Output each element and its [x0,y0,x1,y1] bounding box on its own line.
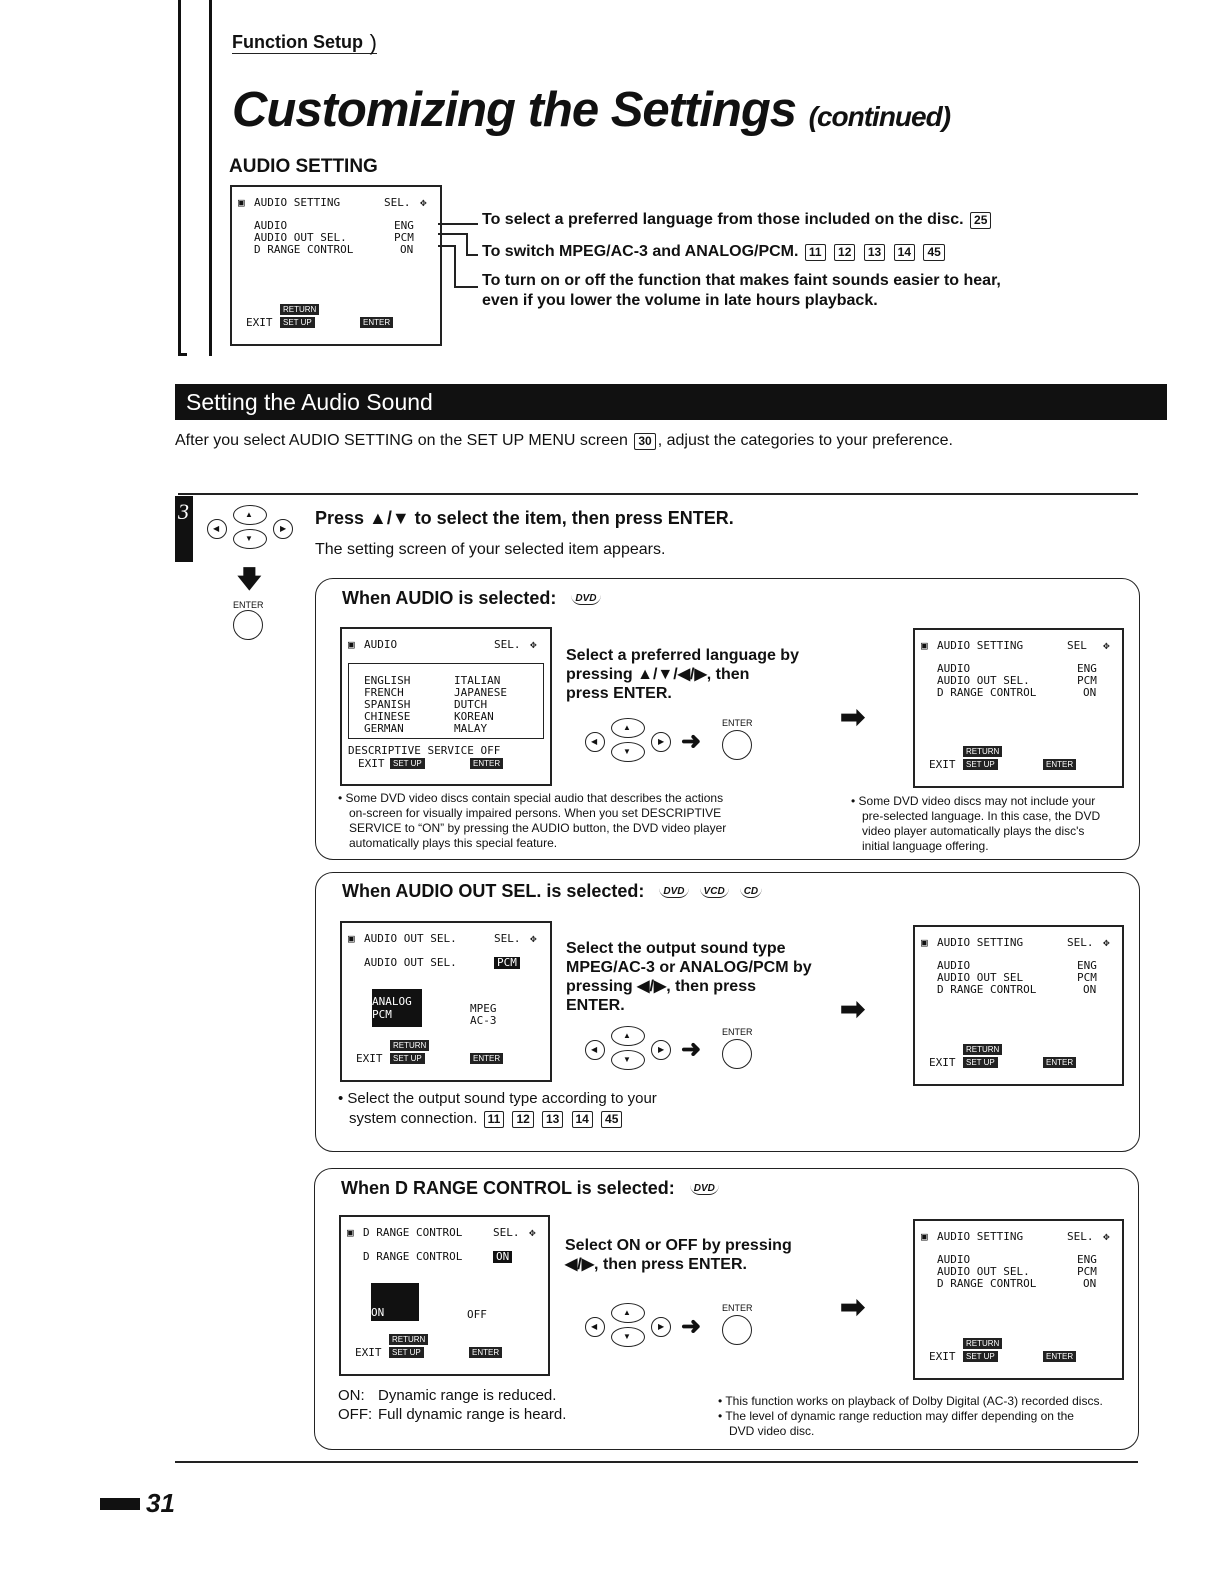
page-ref: 13 [542,1111,563,1128]
instruction-line: pressing ▲/▼/◀/▶, then [566,666,750,683]
enter-button-icon [722,1039,752,1069]
osd-exit: EXIT [929,1350,956,1363]
page-ref: 11 [484,1111,505,1128]
return-key: RETURN [280,304,319,315]
language-option: SPANISH [364,698,411,711]
callout-line-1 [438,223,478,225]
enter-key: ENTER [470,1053,503,1064]
panel-audio-title [342,588,601,609]
language-option: ITALIAN [454,674,501,687]
note-line: SERVICE to “ON” by pressing the AUDIO button, the DVD video player [349,821,727,835]
osd-sel-icon: ✥ [1103,936,1110,949]
osd-row-value: PCM [1077,971,1097,984]
result-arrow-icon: ➡ [840,993,866,1026]
legend-text: Full dynamic range is heard. [378,1406,567,1423]
page-ref: 13 [864,244,885,261]
enter-key: ENTER [470,758,503,769]
osd-row-value: PCM [1077,1265,1097,1278]
instruction-line: pressing ◀/▶, then press [566,978,756,995]
return-key: RETURN [963,1044,1002,1055]
osd-exit: EXIT [929,758,956,771]
legend-key: OFF: [338,1406,373,1423]
return-key: RETURN [963,746,1002,757]
osd-sel: SEL. [1067,936,1094,949]
instruction-line: Select ON or OFF by pressing [565,1237,792,1254]
osd-row-value: ON [400,243,414,256]
audio-out-instruction [566,939,812,1015]
drange-legend [338,1386,566,1424]
note-line: system connection. [349,1110,478,1127]
page-ref: 11 [805,244,826,261]
note-line: DVD video disc. [729,1424,815,1438]
osd-icon: ▣ [348,932,355,945]
instruction-line: MPEG/AC-3 or ANALOG/PCM by [566,959,812,976]
drange-result-osd [913,1219,1124,1380]
osd-row-label: AUDIO [937,959,971,972]
audio-result-osd [913,628,1124,788]
drange-note [718,1394,1103,1439]
section-tab: Function Setup ) [232,30,377,55]
note-line: initial language offering. [862,839,989,853]
callout-audio [482,211,993,229]
osd-row-label: AUDIO [937,662,971,675]
note-line: automatically plays this special feature. [349,836,558,850]
vcd-disc-icon: VCD [700,886,729,898]
page-ref: 30 [634,433,655,450]
panel-title-text: When D RANGE CONTROL is selected: [341,1178,675,1198]
off-option: OFF [467,1308,487,1321]
step-subtext: The setting screen of your selected item appears. [315,541,666,558]
osd-row-value: PCM [1077,674,1097,687]
enter-label: ENTER [722,1027,753,1037]
note-line: pre-selected language. In this case, the DVD [862,809,1101,823]
osd-row-label: D RANGE CONTROL [937,686,1037,699]
language-option: ENGLISH [364,674,411,687]
margin-bar-right [209,0,212,356]
page-number-bar [100,1498,140,1510]
top-osd-screen [230,185,442,346]
osd-exit: EXIT [929,1056,956,1069]
page-ref: 45 [923,244,944,261]
osd-sel: SEL. [494,638,521,651]
footer-rule [175,1461,1138,1463]
osd-sel-icon: ✥ [1103,639,1110,652]
osd-row-value: ON [1083,686,1097,699]
cd-disc-icon: CD [740,886,762,898]
page-ref: 12 [834,244,855,261]
osd-row-value: ENG [394,219,414,232]
right-arrow-icon: ➜ [681,728,702,755]
result-arrow-icon: ➡ [840,701,866,734]
callout-text: To turn on or off the function that makes faint sounds easier to hear, [482,272,1001,289]
callout-text: even if you lower the volume in late hours playback. [482,292,878,309]
note-line: • Some DVD video discs contain special audio that describes the actions [338,791,724,805]
step-rule [178,493,1138,495]
audio-out-arrow-pad-icon: ▲ ▼ ◀ ▶ [583,1026,673,1078]
audio-note-left [338,791,726,851]
enter-key: ENTER [360,317,393,328]
page-title-main: Customizing the Settings [232,83,796,137]
audio-out-note [338,1089,657,1129]
osd-icon: ▣ [921,936,928,949]
osd-sel: SEL. [1067,1230,1094,1243]
option-line: ON [371,1306,385,1319]
osd-row-value: ON [1083,1277,1097,1290]
legend-key: ON: [338,1387,365,1404]
return-key: RETURN [963,1338,1002,1349]
setup-key: SET UP [963,759,998,770]
osd-row-label: AUDIO [937,1253,971,1266]
page-ref: 12 [512,1111,533,1128]
panel-drange-title [341,1178,719,1199]
audio-osd-screen [340,627,552,786]
subheading: AUDIO SETTING [229,156,378,177]
page-title [232,82,950,138]
osd-row-label: D RANGE CONTROL [254,243,354,256]
osd-icon: ▣ [238,196,245,209]
enter-key: ENTER [1043,1351,1076,1362]
page-ref: 25 [970,212,991,229]
setup-key: SET UP [963,1351,998,1362]
osd-row-value: ENG [1077,662,1097,675]
callout-text: To switch MPEG/AC-3 and ANALOG/PCM. [482,243,799,260]
osd-sel: SEL. [384,196,411,209]
page-number: 31 [146,1488,175,1518]
section-heading [175,384,1167,420]
setup-key: SET UP [390,758,425,769]
osd-row-value: ENG [1077,959,1097,972]
step-number [175,496,193,562]
osd-title: D RANGE CONTROL [363,1226,463,1239]
panel-title-text: When AUDIO OUT SEL. is selected: [342,881,645,901]
audio-note-right [851,794,1100,854]
callout-line-3 [438,245,454,247]
callout-line-2 [438,233,466,235]
osd-icon: ▣ [921,639,928,652]
callout-drange [482,271,1001,311]
enter-label: ENTER [722,1303,753,1313]
setup-key: SET UP [389,1347,424,1358]
osd-current-label: AUDIO OUT SEL. [364,956,457,969]
right-arrow-icon: ➜ [681,1036,702,1063]
osd-title: AUDIO SETTING [937,936,1024,949]
note-line: video player automatically plays the disc's [862,824,1085,838]
osd-current-value: PCM [494,957,520,969]
osd-sel: SEL. [494,932,521,945]
instruction-line: ENTER. [566,997,625,1014]
osd-title: AUDIO SETTING [937,1230,1024,1243]
osd-sel-icon: ✥ [530,932,537,945]
option-line: PCM [372,1008,392,1021]
language-option: MALAY [454,722,488,735]
enter-key: ENTER [469,1347,502,1358]
drange-arrow-pad-icon: ▲ ▼ ◀ ▶ [583,1303,673,1355]
drange-osd-screen [339,1215,550,1376]
osd-row-label: D RANGE CONTROL [937,1277,1037,1290]
right-arrow-icon: ➜ [681,1313,702,1340]
panel-audio-out-title [342,881,762,902]
page-title-suffix: (continued) [808,101,951,132]
osd-sel-icon: ✥ [529,1226,536,1239]
enter-key: ENTER [1043,1057,1076,1068]
language-option: GERMAN [364,722,404,735]
note-line: • This function works on playback of Dolby Digital (AC-3) recorded discs. [718,1394,1103,1408]
mpeg-ac3-option [470,1003,497,1027]
note-line: • Select the output sound type according to your [338,1090,657,1107]
language-option: DUTCH [454,698,488,711]
analog-pcm-option [372,989,422,1027]
osd-current-value: ON [493,1251,512,1263]
instruction-line: Select a preferred language by [566,647,799,664]
osd-sel: SEL [1067,639,1087,652]
dvd-disc-icon: DVD [690,1183,719,1195]
on-option [371,1283,419,1321]
osd-row-value: ENG [1077,1253,1097,1266]
instruction-line: press ENTER. [566,685,672,702]
descriptive-service: DESCRIPTIVE SERVICE OFF [348,744,501,757]
note-line: • Some DVD video discs may not include your [851,794,1096,808]
language-option: JAPANESE [454,686,507,699]
osd-row-label: AUDIO OUT SEL. [937,674,1030,687]
panel-title-text: When AUDIO is selected: [342,588,557,608]
enter-button-icon [722,1315,752,1345]
osd-row-label: AUDIO OUT SEL. [254,231,347,244]
intro-text: After you select AUDIO SETTING on the SET UP MENU screen [175,432,628,449]
osd-exit: EXIT [358,757,385,770]
osd-row-value: ON [1083,983,1097,996]
osd-exit: EXIT [246,316,273,329]
down-arrow-icon: 🡇 [237,566,262,593]
callout-text: To select a preferred language from those included on the disc. [482,211,964,228]
note-line: on-screen for visually impaired persons. When you set DESCRIPTIVE [349,806,722,820]
step-number-text: 3 [178,499,189,524]
osd-row-label: AUDIO OUT SEL. [937,1265,1030,1278]
audio-out-result-osd [913,925,1124,1086]
page-ref: 14 [572,1111,593,1128]
page-ref: 45 [601,1111,622,1128]
section-intro [175,432,953,450]
osd-row-label: AUDIO OUT SEL [937,971,1024,984]
section-tab-label: Function Setup [232,32,363,52]
osd-icon: ▣ [921,1230,928,1243]
step-enter-label: ENTER [233,600,264,610]
osd-sel-icon: ✥ [530,638,537,651]
language-option: FRENCH [364,686,404,699]
audio-instruction [566,646,799,703]
osd-sel-icon: ✥ [1103,1230,1110,1243]
legend-text: Dynamic range is reduced. [378,1387,557,1404]
margin-bar-foot [178,353,187,356]
osd-title: AUDIO OUT SEL. [364,932,457,945]
option-line: MPEG [470,1002,497,1015]
osd-row-value: PCM [394,231,414,244]
drange-instruction [565,1236,792,1274]
osd-current-label: D RANGE CONTROL [363,1250,463,1263]
enter-key: ENTER [1043,759,1076,770]
callout-line-3v [454,245,456,287]
step-instruction: Press ▲/▼ to select the item, then press ENTER. [315,508,734,528]
instruction-line: Select the output sound type [566,940,786,957]
language-option: CHINESE [364,710,411,723]
osd-title: AUDIO SETTING [254,196,341,209]
audio-arrow-pad-icon: ▲ ▼ ◀ ▶ [583,718,673,770]
osd-exit: EXIT [355,1346,382,1359]
instruction-line: ◀/▶, then press ENTER. [565,1256,747,1273]
return-key: RETURN [390,1040,429,1051]
osd-sel: SEL. [493,1226,520,1239]
osd-title: AUDIO [364,638,398,651]
result-arrow-icon: ➡ [840,1291,866,1324]
dvd-disc-icon: DVD [571,593,600,605]
return-key: RETURN [389,1334,428,1345]
option-line: AC-3 [470,1014,497,1027]
setup-key: SET UP [390,1053,425,1064]
osd-exit: EXIT [356,1052,383,1065]
callout-line-3h [454,286,478,288]
callout-line-2h [466,254,478,256]
note-line: • The level of dynamic range reduction may differ depending on the [718,1409,1074,1423]
enter-button-icon [722,730,752,760]
osd-icon: ▣ [348,638,355,651]
margin-bar-left [178,0,181,356]
callout-audio-out [482,243,947,261]
option-line: ANALOG [372,995,412,1008]
osd-title: AUDIO SETTING [937,639,1024,652]
section-heading-text: Setting the Audio Sound [186,389,433,415]
setup-key: SET UP [963,1057,998,1068]
language-option: KOREAN [454,710,494,723]
osd-icon: ▣ [347,1226,354,1239]
osd-row-label: D RANGE CONTROL [937,983,1037,996]
step-arrow-pad-icon: ▲ ▼ ◀ ▶ [205,505,295,557]
osd-sel-icon: ✥ [420,196,427,209]
audio-out-osd-screen [340,921,552,1082]
page-ref: 14 [894,244,915,261]
enter-label: ENTER [722,718,753,728]
setup-key: SET UP [280,317,315,328]
enter-button-icon [233,610,263,640]
osd-row-label: AUDIO [254,219,288,232]
callout-line-2v [466,233,468,255]
intro-text: , adjust the categories to your preference. [657,432,953,449]
dvd-disc-icon: DVD [659,886,688,898]
